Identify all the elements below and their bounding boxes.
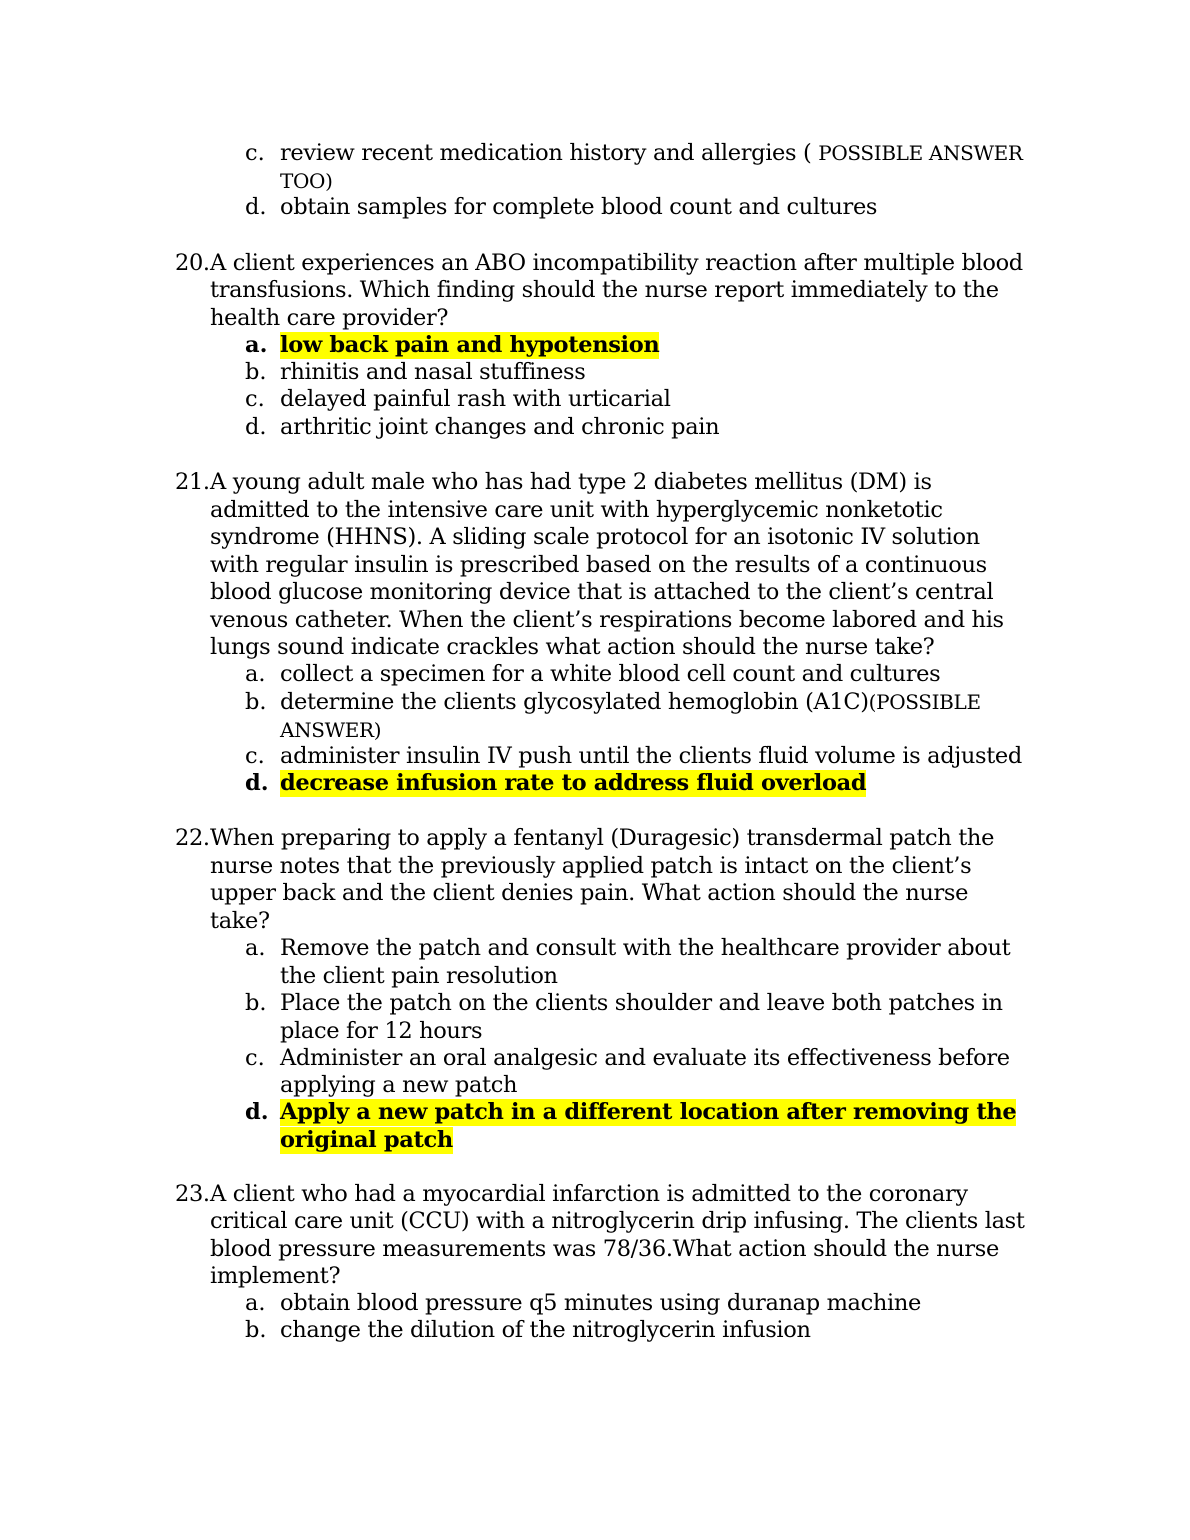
question-stem-line: with regular insulin is prescribed based on the results of a continuous: [210, 552, 987, 578]
option-letter: a.: [245, 332, 268, 358]
question-stem-line: syndrome (HHNS). A sliding scale protocol for an isotonic IV solution: [210, 524, 980, 550]
correct-answer-highlight-continued: original patch: [280, 1127, 453, 1153]
option-text: change the dilution of the nitroglycerin infusion: [280, 1317, 811, 1343]
question-stem-line: A young adult male who has had type 2 diabetes mellitus (DM) is: [210, 469, 932, 495]
option-letter: b.: [245, 359, 267, 385]
correct-answer-highlight: Apply a new patch in a different location after removing the: [280, 1099, 1017, 1125]
option-letter: b.: [245, 990, 267, 1016]
option-text: arthritic joint changes and chronic pain: [280, 414, 720, 440]
question-stem-line: A client experiences an ABO incompatibility reaction after multiple blood: [210, 250, 1023, 276]
option-text: Place the patch on the clients shoulder and leave both patches in: [280, 990, 1003, 1016]
option-text-continued: TOO): [280, 169, 333, 193]
option-text: collect a specimen for a white blood cell count and cultures: [280, 661, 941, 687]
question-stem-line: venous catheter. When the client’s respirations become labored and his: [210, 607, 1004, 633]
option-letter: c.: [245, 140, 265, 166]
option-text: obtain blood pressure q5 minutes using duranap machine: [280, 1290, 921, 1316]
option-text-continued: applying a new patch: [280, 1072, 518, 1098]
question-number: 20.: [175, 250, 210, 276]
question-stem-line: blood glucose monitoring device that is attached to the client’s central: [210, 579, 994, 605]
question-stem-line: transfusions. Which finding should the nurse report immediately to the: [210, 277, 999, 303]
question-stem-line: lungs sound indicate crackles what action should the nurse take?: [210, 634, 935, 660]
option-letter: a.: [245, 661, 266, 687]
option-letter: c.: [245, 1045, 265, 1071]
option-letter: c.: [245, 743, 265, 769]
question-number: 21.: [175, 469, 210, 495]
question-number: 23.: [175, 1181, 210, 1207]
question-stem-line: nurse notes that the previously applied patch is intact on the client’s: [210, 853, 972, 879]
question-stem-line: admitted to the intensive care unit with hyperglycemic nonketotic: [210, 497, 943, 523]
question-number: 22.: [175, 825, 210, 851]
question-stem-line: blood pressure measurements was 78/36.What action should the nurse: [210, 1236, 999, 1262]
option-text: administer insulin IV push until the clients fluid volume is adjusted: [280, 743, 1022, 769]
option-letter: d.: [245, 414, 267, 440]
option-letter: b.: [245, 689, 267, 715]
option-text: obtain samples for complete blood count and cultures: [280, 194, 878, 220]
option-letter: b.: [245, 1317, 267, 1343]
option-letter: d.: [245, 194, 267, 220]
option-text-continued: ANSWER): [280, 718, 382, 742]
option-letter: d.: [245, 1099, 269, 1125]
correct-answer-highlight: low back pain and hypotension: [280, 332, 660, 358]
question-stem-line: implement?: [210, 1263, 341, 1289]
question-stem-line: take?: [210, 908, 270, 934]
correct-answer-highlight: decrease infusion rate to address fluid overload: [280, 770, 867, 796]
question-stem-line: When preparing to apply a fentanyl (Duragesic) transdermal patch the: [210, 825, 995, 851]
option-text: Administer an oral analgesic and evaluate its effectiveness before: [280, 1045, 1010, 1071]
question-stem-line: health care provider?: [210, 305, 449, 331]
question-stem-line: upper back and the client denies pain. What action should the nurse: [210, 880, 969, 906]
question-stem-line: A client who had a myocardial infarction is admitted to the coronary: [210, 1181, 968, 1207]
option-letter: a.: [245, 935, 266, 961]
option-letter: a.: [245, 1290, 266, 1316]
option-letter: d.: [245, 770, 269, 796]
option-letter: c.: [245, 386, 265, 412]
option-text: delayed painful rash with urticarial: [280, 386, 671, 412]
option-text: Remove the patch and consult with the healthcare provider about: [280, 935, 1011, 961]
option-text: rhinitis and nasal stuffiness: [280, 359, 586, 385]
question-stem-line: critical care unit (CCU) with a nitroglycerin drip infusing. The clients last: [210, 1208, 1025, 1234]
option-text-continued: place for 12 hours: [280, 1018, 483, 1044]
option-text-continued: the client pain resolution: [280, 963, 558, 989]
option-text: review recent medication history and allergies ( POSSIBLE ANSWER: [280, 140, 1023, 166]
option-text: determine the clients glycosylated hemoglobin (A1C)(POSSIBLE: [280, 689, 981, 715]
